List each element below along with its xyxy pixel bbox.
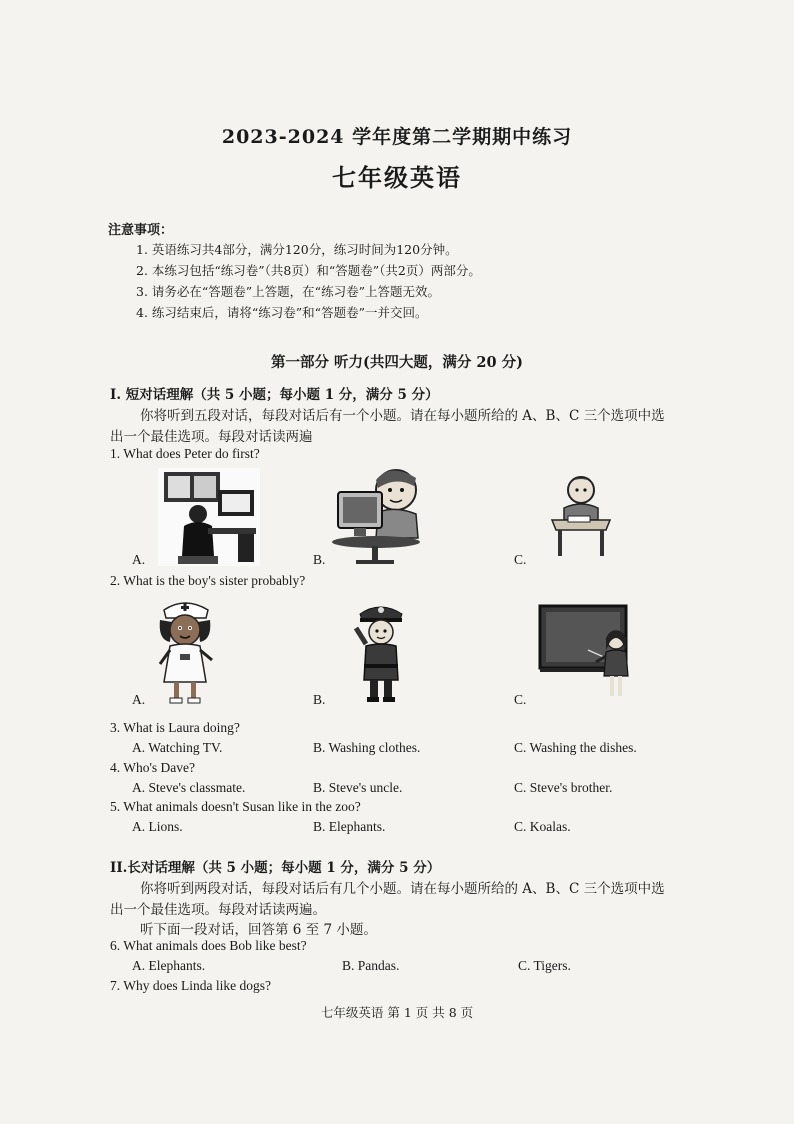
- notice-item: 1. 英语练习共4部分，满分120分，练习时间为120分钟。: [136, 242, 458, 257]
- section1-heading: I. 短对话理解（共 5 小题；每小题 1 分，满分 5 分）: [110, 387, 439, 403]
- picture-person-at-computer-desk: [158, 468, 260, 566]
- section2-sub-instruction: 听下面一段对话，回答第 6 至 7 小题。: [140, 922, 377, 938]
- question-2: 2. What is the boy's sister probably?: [110, 573, 306, 588]
- question-1-option-c: C.: [514, 552, 527, 567]
- picture-nurse: [150, 598, 220, 706]
- notice-item: 3. 请务必在“答题卷”上答题，在“练习卷”上答题无效。: [136, 284, 440, 299]
- question-5: 5. What animals doesn't Susan like in the zoo?: [110, 799, 361, 814]
- picture-boy-writing-at-desk: [548, 472, 614, 558]
- question-4-option-b: B. Steve's uncle.: [313, 780, 403, 795]
- question-3: 3. What is Laura doing?: [110, 720, 240, 735]
- question-4-option-c: C. Steve's brother.: [514, 780, 613, 795]
- question-2-option-c: C.: [514, 692, 527, 707]
- exam-subtitle: 七年级英语: [332, 163, 462, 192]
- section2-instruction-cont: 出一个最佳选项。每段对话读两遍。: [110, 902, 326, 918]
- notice-item: 2. 本练习包括“练习卷”（共8页）和“答题卷”（共2页）两部分。: [136, 263, 481, 278]
- question-7: 7. Why does Linda like dogs?: [110, 978, 271, 993]
- section1-instruction-cont: 出一个最佳选项。每段对话读两遍: [110, 429, 313, 445]
- question-4: 4. Who's Dave?: [110, 760, 196, 775]
- question-3-option-b: B. Washing clothes.: [313, 740, 421, 755]
- question-6-option-b: B. Pandas.: [342, 958, 400, 973]
- question-3-option-c: C. Washing the dishes.: [514, 740, 637, 755]
- question-1-option-a: A.: [132, 552, 146, 567]
- question-2-option-b: B.: [313, 692, 326, 707]
- notice-heading: 注意事项：: [108, 223, 174, 238]
- picture-boy-using-computer: [330, 462, 430, 566]
- section1-instruction: 你将听到五段对话，每段对话后有一个小题。请在每小题所给的 A、B、C 三个选项中选: [140, 408, 665, 424]
- section2-instruction: 你将听到两段对话，每段对话后有几个小题。请在每小题所给的 A、B、C 三个选项中选: [140, 881, 665, 897]
- question-2-option-a: A.: [132, 692, 146, 707]
- notice-item: 4. 练习结束后，请将“练习卷”和“答题卷”一并交回。: [136, 305, 428, 320]
- part1-heading: 第一部分 听力(共四大题，满分 20 分): [270, 354, 524, 371]
- question-4-option-a: A. Steve's classmate.: [132, 780, 246, 795]
- question-5-option-a: A. Lions.: [132, 819, 183, 834]
- question-6-option-c: C. Tigers.: [518, 958, 571, 973]
- section2-heading: II.长对话理解（共 5 小题；每小题 1 分，满分 5 分）: [110, 860, 441, 876]
- exam-title: 2023-2024 学年度第二学期期中练习: [221, 126, 573, 148]
- question-3-option-a: A. Watching TV.: [132, 740, 223, 755]
- question-6: 6. What animals does Bob like best?: [110, 938, 307, 953]
- question-5-option-b: B. Elephants.: [313, 819, 386, 834]
- question-5-option-c: C. Koalas.: [514, 819, 571, 834]
- picture-police-officer: [350, 600, 410, 704]
- page-footer: 七年级英语 第 1 页 共 8 页: [320, 1005, 474, 1020]
- picture-teacher-at-blackboard: [538, 604, 632, 700]
- question-6-option-a: A. Elephants.: [132, 958, 206, 973]
- question-1-option-b: B.: [313, 552, 326, 567]
- question-1: 1. What does Peter do first?: [110, 446, 260, 461]
